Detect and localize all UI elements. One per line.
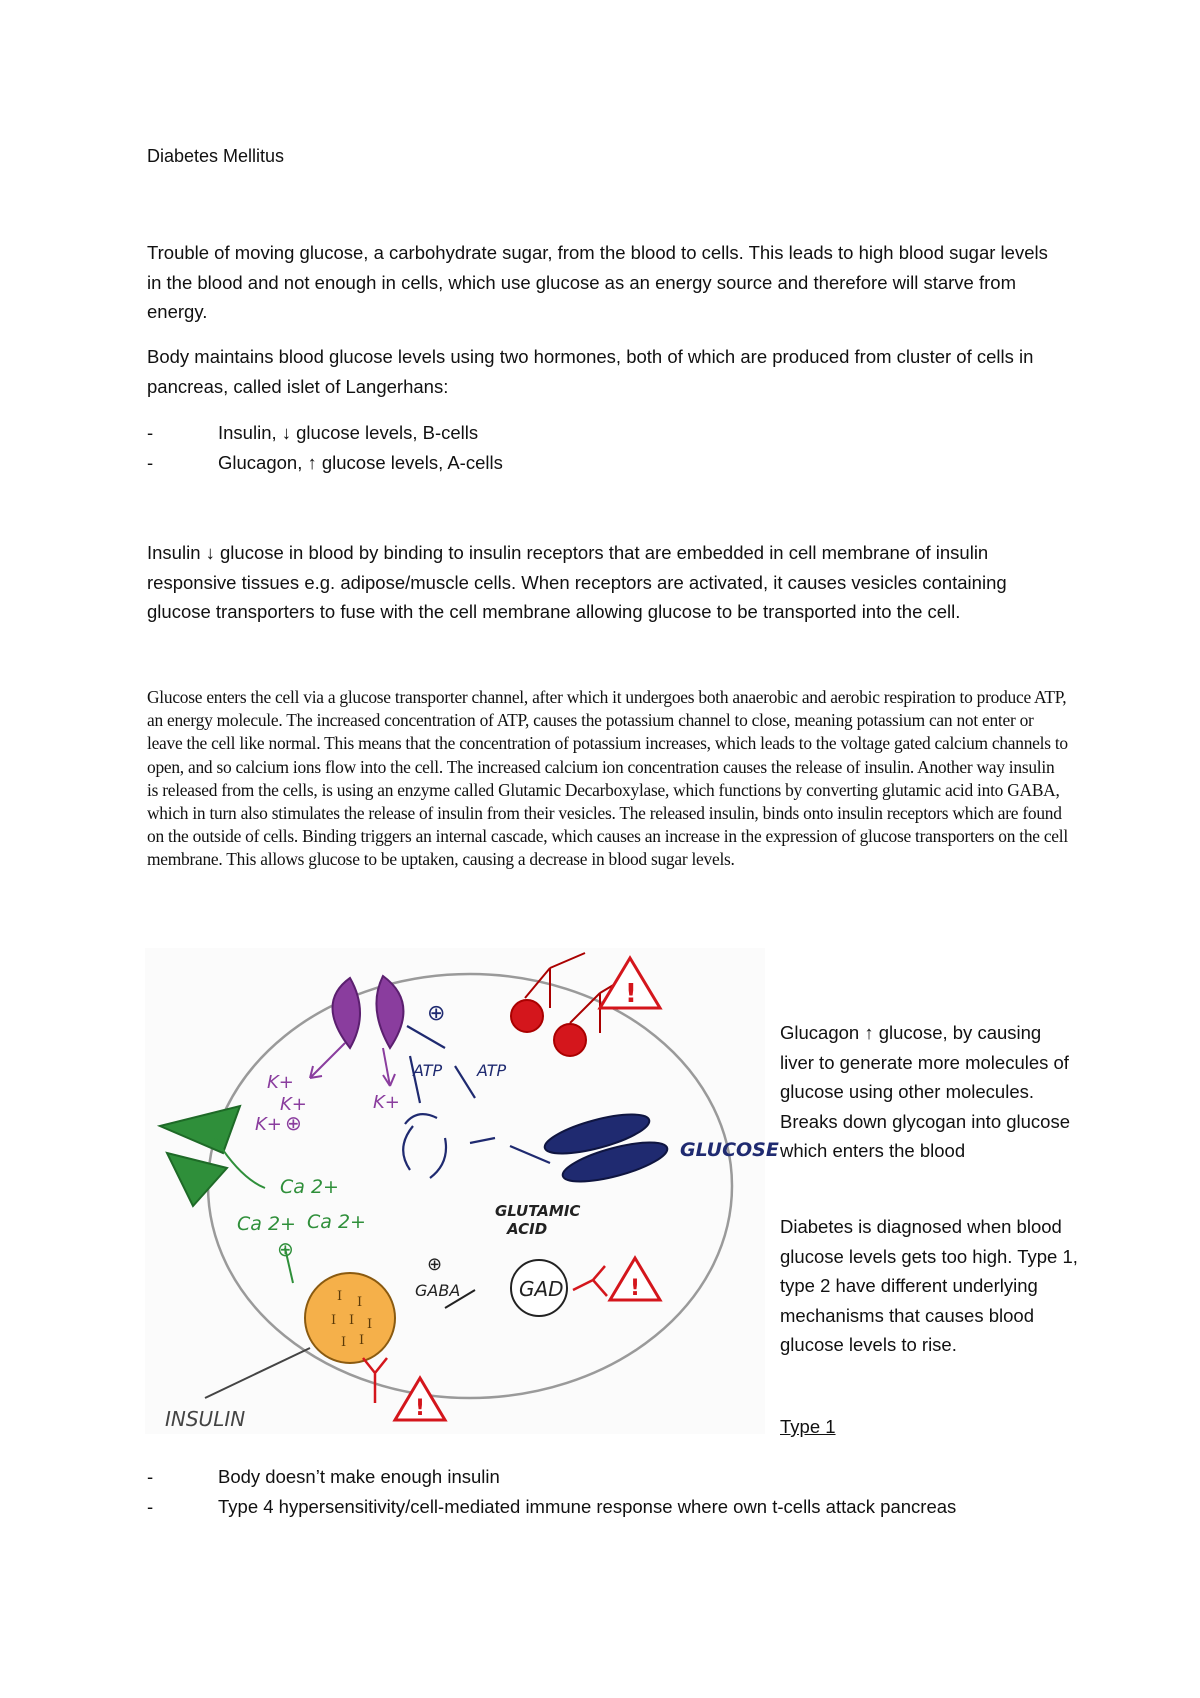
svg-text:I: I — [357, 1295, 363, 1310]
svg-text:!: ! — [625, 979, 637, 1009]
list-dash: - — [147, 1496, 154, 1517]
svg-text:I: I — [331, 1313, 337, 1328]
beta-cell-diagram — [145, 948, 779, 1434]
list-item — [147, 418, 503, 448]
insulin-label: INSULIN — [165, 1407, 246, 1431]
plus-symbol: ⊕ — [277, 1237, 294, 1261]
list-item-text: Glucagon, ↑ glucose levels, A-cells — [218, 452, 503, 473]
page-title: Diabetes Mellitus — [147, 146, 285, 166]
plus-symbol: ⊕ — [427, 1001, 446, 1026]
potassium-label: K+ — [373, 1092, 400, 1113]
calcium-label: Ca 2+ — [237, 1213, 296, 1235]
list-item-text: Body doesn’t make enough insulin — [218, 1466, 500, 1487]
svg-text:I: I — [367, 1317, 373, 1332]
svg-text:!: ! — [415, 1396, 426, 1421]
svg-text:!: ! — [630, 1276, 641, 1301]
svg-text:I: I — [349, 1313, 355, 1328]
glucose-label: GLUCOSE — [680, 1139, 779, 1161]
mechanism-paragraph: Glucose enters the cell via a glucose transporter channel, after which it undergoes both anaerobic and aerobic respiration to produce ATP, an energy molecule. The increased concentration of ATP, causes the potassium channel to close, meaning potassium can not enter or leave the cell like normal. This means that the concentration of potassium increases, which leads to the voltage gated calcium channels to open, and so calcium ions flow into the cell. The increased calcium ion concentration causes the release of insulin. Another way insulin is released from the cells, is using an enzyme called Glutamic Decarboxylase, which functions by converting glutamic acid into GABA, which in turn also stimulates the release of insulin from their vesicles. The released insulin, binds onto insulin receptors which are found on the outside of cells. Binding triggers an internal cascade, which causes an increase in the expression of glucose transporters on the cell membrane. This allows glucose to be uptaken, causing a decrease in blood sugar levels. — [147, 687, 1068, 870]
diagnosis-note: Diabetes is diagnosed when blood glucose levels gets too high. Type 1, type 2 have different underlying mechanisms that causes blood glucose levels to rise. — [780, 1216, 1078, 1355]
list-item — [147, 1462, 956, 1492]
glucagon-note: Glucagon ↑ glucose, by causing liver to generate more molecules of glucose using other molecules. Breaks down glycogan into glucose which enters the blood — [780, 1022, 1071, 1161]
list-item-text: Insulin, ↓ glucose levels, B-cells — [218, 422, 479, 443]
svg-text:I: I — [337, 1289, 343, 1304]
list-item — [147, 1492, 956, 1522]
svg-text:I: I — [359, 1333, 365, 1348]
intro-paragraph: Trouble of moving glucose, a carbohydrate sugar, from the blood to cells. This leads to high blood sugar levels in the blood and not enough in cells, which use glucose as an energy source and therefore will starve from energy. — [147, 242, 1048, 322]
calcium-label: Ca 2+ — [280, 1176, 339, 1198]
gaba-label: GABA — [415, 1281, 461, 1300]
glutamic-label: GLUTAMIC — [495, 1202, 581, 1220]
gad-label: GAD — [519, 1277, 564, 1301]
list-dash: - — [147, 422, 154, 443]
plus-symbol: ⊕ — [285, 1111, 302, 1135]
type1-heading: Type 1 — [780, 1416, 836, 1437]
svg-text:I: I — [341, 1335, 347, 1350]
potassium-label: K+ — [280, 1094, 307, 1115]
list-item — [147, 448, 503, 478]
list-dash: - — [147, 452, 154, 473]
potassium-label: K+ — [255, 1114, 282, 1135]
list-dash: - — [147, 1466, 154, 1487]
type1-list — [147, 1462, 956, 1522]
plus-symbol: ⊕ — [427, 1254, 443, 1275]
calcium-label: Ca 2+ — [307, 1211, 366, 1233]
insulin-paragraph: Insulin ↓ glucose in blood by binding to insulin receptors that are embedded in cell membrane of insulin responsive tissues e.g. adipose/muscle cells. When receptors are activated, it causes vesicles containing glucose transporters to fuse with the cell membrane allowing glucose to be transported into the cell. — [147, 542, 1007, 622]
atp-label: ATP — [477, 1061, 507, 1080]
list-item-text: Type 4 hypersensitivity/cell-mediated immune response where own t-cells attack pancreas — [218, 1496, 957, 1517]
acid-label: ACID — [507, 1220, 548, 1238]
atp-label: ATP — [413, 1061, 443, 1080]
hormones-paragraph: Body maintains blood glucose levels using two hormones, both of which are produced from cluster of cells in pancreas, called islet of Langerhans: — [147, 346, 1034, 397]
hormone-list — [147, 418, 503, 478]
potassium-label: K+ — [267, 1072, 294, 1093]
